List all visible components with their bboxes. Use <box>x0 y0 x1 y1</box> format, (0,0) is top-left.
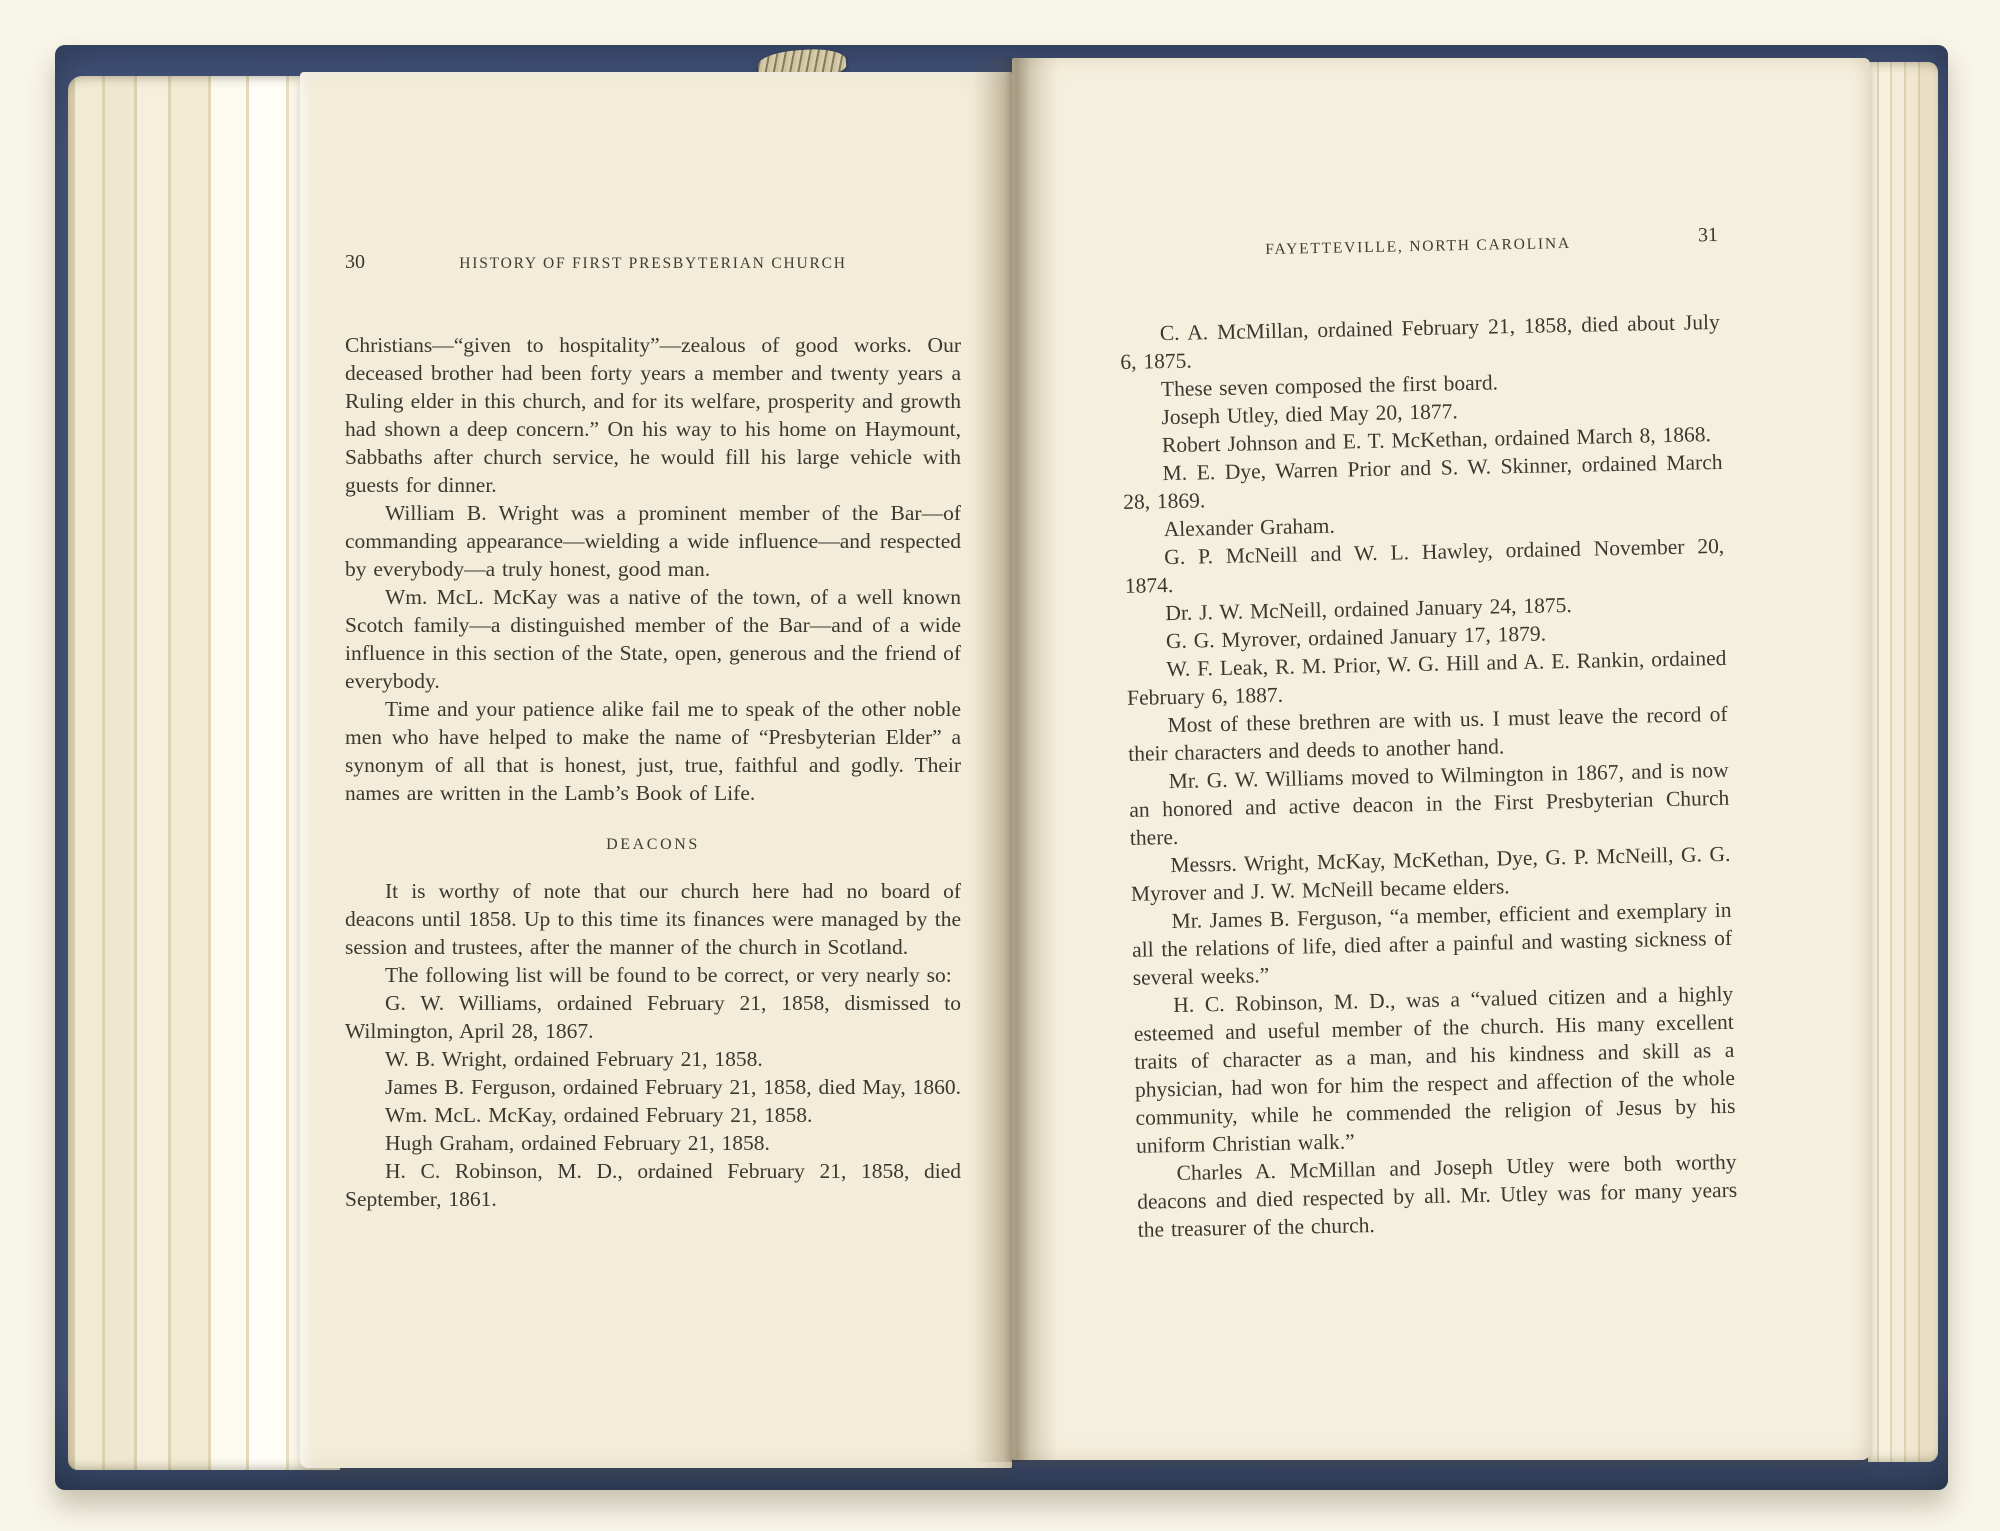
paragraph: Mr. G. W. Williams moved to Wilmington in 1867, and is now an honored and active deacon in the First Presbyterian Church there. <box>1129 757 1730 850</box>
paragraph: G. P. McNeill and W. L. Hawley, ordained November 20, 1874. <box>1124 533 1725 598</box>
running-header: HISTORY OF FIRST PRESBYTERIAN CHURCH <box>459 255 847 272</box>
paragraph: Wm. McL. McKay was a native of the town, of a well known Scotch family—a distinguished member of the Bar—and of a wide influence in this section of the State, open, generous and the friend of everybody. <box>345 585 961 693</box>
paragraph: M. E. Dye, Warren Prior and S. W. Skinner, ordained March 28, 1869. <box>1122 449 1723 514</box>
running-header: FAYETTEVILLE, NORTH CAROLINA <box>1265 234 1572 259</box>
paragraph: These seven composed the first board. <box>1160 370 1499 402</box>
paragraph: Alexander Graham. <box>1163 513 1335 542</box>
paragraph: Christians—“given to hospitality”—zealous of good works. Our deceased brother had been forty years a member and twenty years a Ruling elder in this church, and for its welfare, prosperity and growth had shown a deep concern.” On his way to his home on Haymount, Sabbaths after church service, he would fill his large vehicle with guests for dinner. <box>345 333 961 497</box>
page-number: 31 <box>1697 223 1719 247</box>
page-edges-right <box>1868 62 1938 1462</box>
paragraph: G. G. Myrover, ordained January 17, 1879. <box>1165 621 1547 654</box>
paragraph: Messrs. Wright, McKay, McKethan, Dye, G. P. McNeill, G. G. Myrover and J. W. McNeill became elders. <box>1130 841 1731 906</box>
page-number: 30 <box>345 251 365 273</box>
paragraph: James B. Ferguson, ordained February 21, 1858, died May, 1860. <box>385 1075 962 1099</box>
paragraph: Mr. James B. Ferguson, “a member, efficient and exemplary in all the relations of life, died after a painful and wasting sickness of several weeks.” <box>1131 897 1733 990</box>
paragraph: W. B. Wright, ordained February 21, 1858. <box>385 1047 763 1071</box>
paragraph: Dr. J. W. McNeill, ordained January 24, 1875. <box>1165 592 1572 626</box>
right-page-body <box>1120 308 1738 1244</box>
paragraph: It is worthy of note that our church here had no board of deacons until 1858. Up to this time its finances were managed by the session and trustees, after the manner of the church in Scotland. <box>345 879 961 959</box>
paragraph: Hugh Graham, ordained February 21, 1858. <box>385 1131 770 1155</box>
left-page-content <box>345 251 962 1213</box>
paragraph: Time and your patience alike fail me to speak of the other noble men who have helped to make the name of “Presbyterian Elder” a synonym of all that is honest, just, true, faithful and godly. Their names are written in the Lamb’s Book of Life. <box>345 697 961 805</box>
paragraph: Wm. McL. McKay, ordained February 21, 1858. <box>385 1103 813 1127</box>
book-gutter-shadow <box>972 58 1058 1462</box>
paragraph: H. C. Robinson, M. D., was a “valued citizen and a highly esteemed and useful member of the church. His many excellent traits of character as a man, and his kindness and skill as a physician, had won for him the respect and affection of the whole community, while he commended the religion of Jesus by his uniform Christian walk.” <box>1133 981 1736 1158</box>
paragraph: William B. Wright was a prominent member of the Bar—of commanding appearance—wielding a wide influence—and respected by everybody—a truly honest, good man. <box>345 501 961 581</box>
paragraph: The following list will be found to be correct, or very nearly so: <box>385 963 952 987</box>
paragraph: W. F. Leak, R. M. Prior, W. G. Hill and A. E. Rankin, ordained February 6, 1887. <box>1126 645 1727 710</box>
paragraph: Charles A. McMillan and Joseph Utley were both worthy deacons and died respected by all. Mr. Utley was for many years the treasurer of the church. <box>1136 1149 1738 1242</box>
paragraph: C. A. McMillan, ordained February 21, 1858, died about July 6, 1875. <box>1120 309 1720 374</box>
paragraph: H. C. Robinson, M. D., ordained February 21, 1858, died September, 1861. <box>345 1159 961 1211</box>
paragraph: Robert Johnson and E. T. McKethan, ordained March 8, 1868. <box>1161 422 1712 458</box>
paragraph: G. W. Williams, ordained February 21, 1858, dismissed to Wilmington, April 28, 1867. <box>345 991 961 1043</box>
left-page-body <box>345 331 961 1213</box>
right-page-content <box>1118 223 1738 1244</box>
section-heading: DEACONS <box>606 836 700 853</box>
left-page-header <box>345 251 961 279</box>
paragraph: Joseph Utley, died May 20, 1877. <box>1161 399 1458 430</box>
paragraph: Most of these brethren are with us. I must leave the record of their characters and deeds to another hand. <box>1127 701 1728 766</box>
